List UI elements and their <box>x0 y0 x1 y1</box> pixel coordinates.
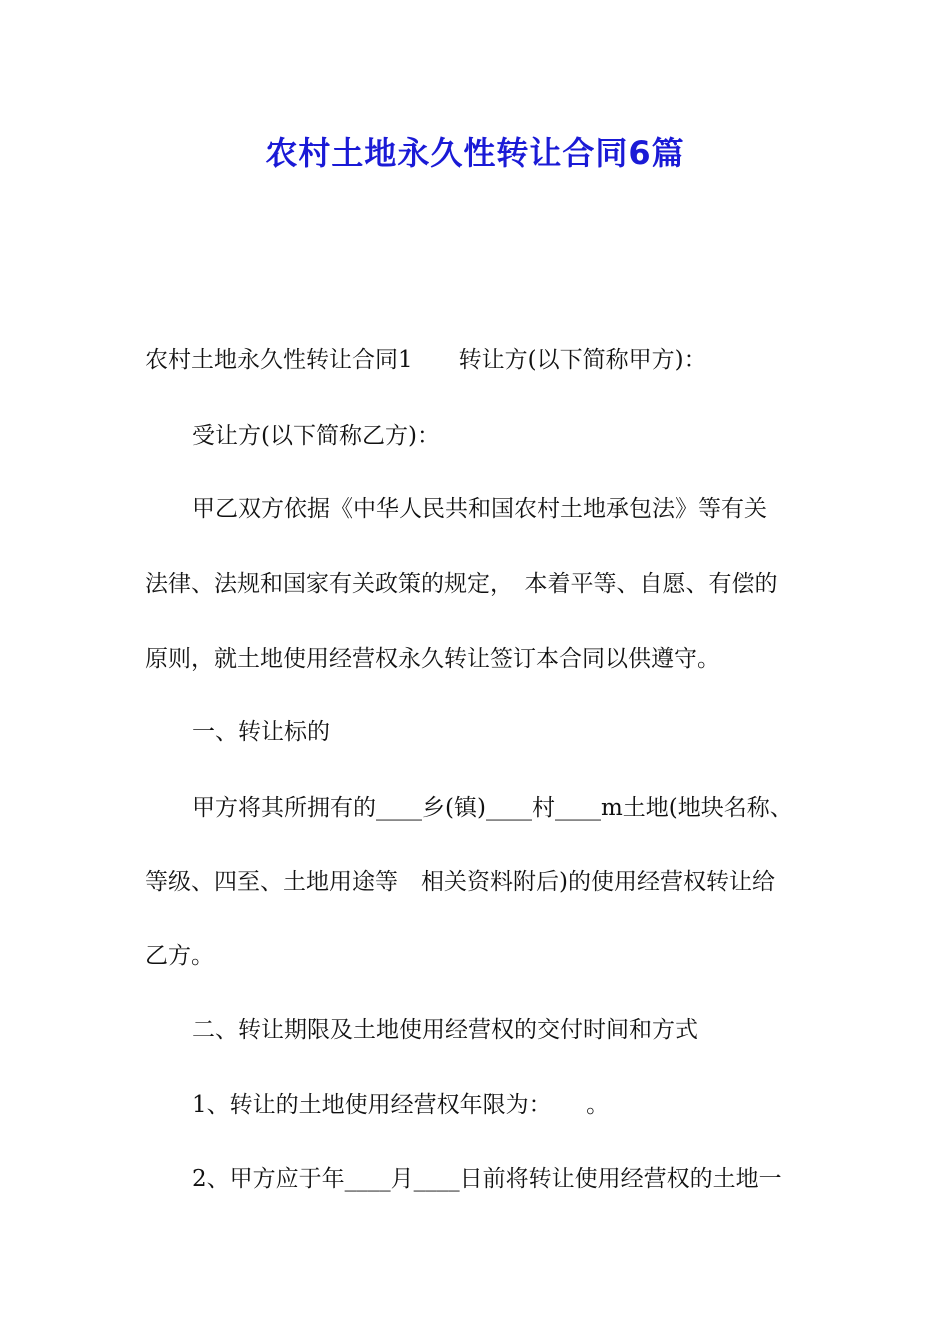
paragraph-line: 1、转让的土地使用经营权年限为： 。 <box>192 1092 610 1118</box>
section-heading: 二、转让期限及土地使用经营权的交付时间和方式 <box>192 1017 698 1043</box>
paragraph-line: 甲乙双方依据《中华人民共和国农村土地承包法》等有关 <box>192 496 767 522</box>
document-title: 农村土地永久性转让合同6篇 <box>265 134 685 172</box>
paragraph-line: 2、甲方应于年____月____日前将转让使用经营权的土地一 <box>192 1166 782 1192</box>
paragraph-line: 甲方将其所拥有的____乡(镇)____村____m土地(地块名称、 <box>192 795 793 821</box>
paragraph-line: 农村土地永久性转让合同1 转让方(以下简称甲方)： <box>145 347 707 373</box>
section-heading: 一、转让标的 <box>192 719 330 745</box>
paragraph-line: 受让方(以下简称乙方)： <box>192 423 440 449</box>
paragraph-line: 等级、四至、土地用途等 相关资料附后)的使用经营权转让给 <box>145 869 775 895</box>
paragraph-line: 法律、法规和国家有关政策的规定， 本着平等、自愿、有偿的 <box>145 571 778 597</box>
paragraph-line: 原则，就土地使用经营权永久转让签订本合同以供遵守。 <box>145 646 720 672</box>
paragraph-line: 乙方。 <box>145 943 214 969</box>
